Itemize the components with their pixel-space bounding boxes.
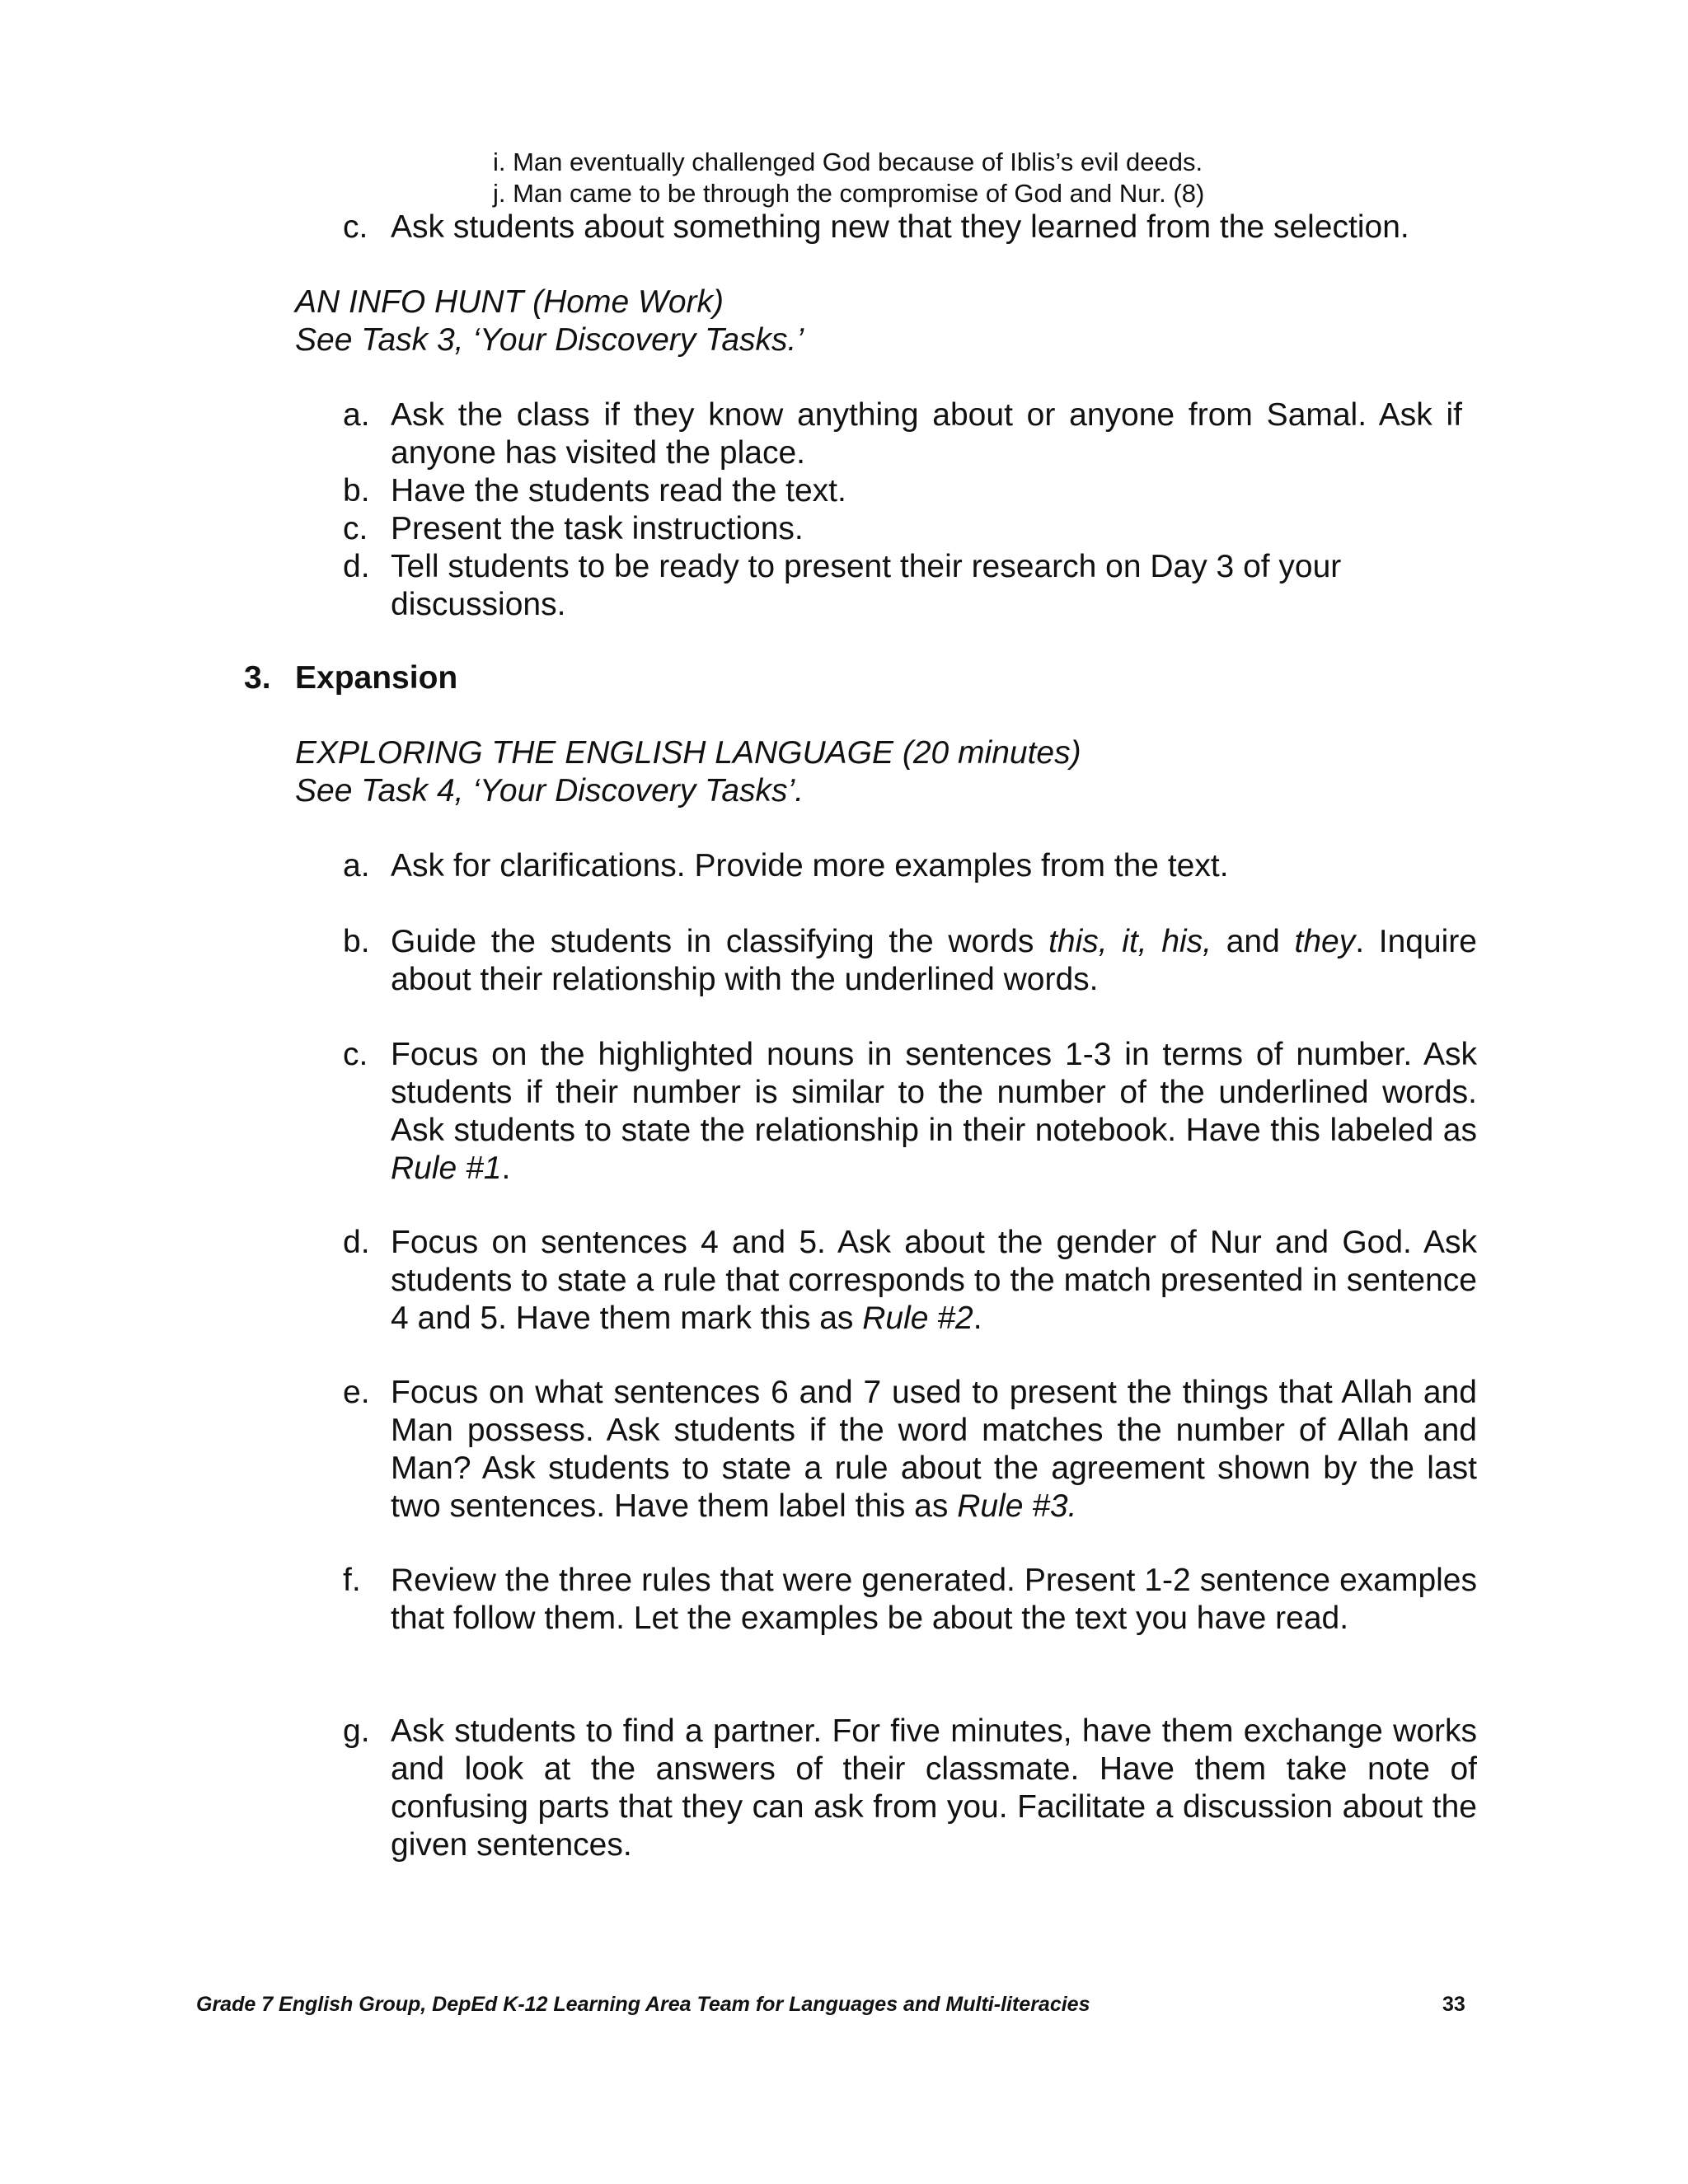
list-item: [343, 548, 1477, 624]
section-number: 3.: [244, 660, 271, 696]
list-marker: a.: [343, 397, 370, 433]
list-marker: d.: [343, 549, 370, 584]
page-number: 33: [1442, 1993, 1465, 2016]
list-item-text: Review the three rules that were generated. Present 1-2 sentence examples that follow them. Let the examples be about the text you have read.: [391, 1563, 1477, 1636]
list-item-d: [343, 1224, 1477, 1338]
list-item-text: Focus on the highlighted nouns in sentences 1-3 in terms of number. Ask students if their number is similar to the number of the underlined words. Ask students to state the relationship in their notebook. Have this labeled as Rule #1.: [391, 1037, 1477, 1186]
info-hunt-heading: AN INFO HUNT (Home Work): [295, 284, 724, 320]
info-hunt-list: [343, 396, 1477, 624]
list-item-text: Guide the students in classifying the words this, it, his, and they. Inquire about their relationship with the underlined words.: [391, 924, 1477, 997]
list-marker: e.: [343, 1375, 370, 1410]
list-item-c-top: [343, 209, 1477, 246]
list-item-i: i. Man eventually challenged God because of Iblis’s evil deeds.: [493, 148, 1203, 176]
list-marker: a.: [343, 848, 370, 883]
list-item-text: Ask students about something new that they learned from the selection.: [391, 209, 1409, 245]
info-hunt-subheading: See Task 3, ‘Your Discovery Tasks.’: [295, 322, 804, 358]
section-subheading: See Task 4, ‘Your Discovery Tasks’.: [295, 773, 804, 808]
list-item-text: Present the task instructions.: [391, 511, 804, 546]
list-marker: d.: [343, 1225, 370, 1260]
list-marker: c.: [343, 1037, 368, 1072]
page-footer: Grade 7 English Group, DepEd K-12 Learning Area Team for Languages and Multi-literacies: [196, 1993, 1090, 2016]
list-item: [343, 472, 1477, 510]
section-title: Expansion: [295, 660, 458, 696]
list-item: [343, 396, 1477, 472]
list-item-text: Ask students to find a partner. For five minutes, have them exchange works and look at the answers of their classmate. Have them take note of confusing parts that they can ask from you. Facilitate a discussion about the given sentences.: [391, 1713, 1477, 1863]
list-marker: b.: [343, 473, 370, 509]
list-item: [343, 510, 1477, 548]
list-item-a: [343, 847, 1477, 885]
list-item-g: [343, 1713, 1477, 1864]
list-item-c: [343, 1036, 1477, 1188]
list-item-b: [343, 923, 1477, 999]
list-marker: c.: [343, 511, 368, 546]
list-item-text: Have the students read the text.: [391, 473, 846, 509]
list-item-j: j. Man came to be through the compromise of God and Nur. (8): [493, 179, 1205, 208]
list-item-text: Focus on what sentences 6 and 7 used to present the things that Allah and Man possess. Ask students if the word matches the number of Allah and Man? Ask students to state a rule about the agreement shown by the last two sentences. Have them label this as Rule #3.: [391, 1375, 1477, 1524]
list-item-text: Focus on sentences 4 and 5. Ask about the gender of Nur and God. Ask students to state a rule that corresponds to the match presented in sentence 4 and 5. Have them mark this as Rule #2.: [391, 1225, 1477, 1336]
section-heading: EXPLORING THE ENGLISH LANGUAGE (20 minutes): [295, 735, 1081, 771]
list-marker: f.: [343, 1563, 361, 1598]
list-marker: b.: [343, 924, 370, 959]
list-item-f: [343, 1562, 1477, 1638]
list-marker: c.: [343, 209, 368, 245]
list-item-e: [343, 1374, 1477, 1526]
list-item-text: Ask for clarifications. Provide more examples from the text.: [391, 848, 1229, 883]
list-item-text: Tell students to be ready to present their research on Day 3 of your discussions.: [391, 549, 1342, 622]
list-marker: g.: [343, 1713, 370, 1749]
list-item-text: Ask the class if they know anything about or anyone from Samal. Ask if anyone has visited the place.: [391, 397, 1462, 471]
